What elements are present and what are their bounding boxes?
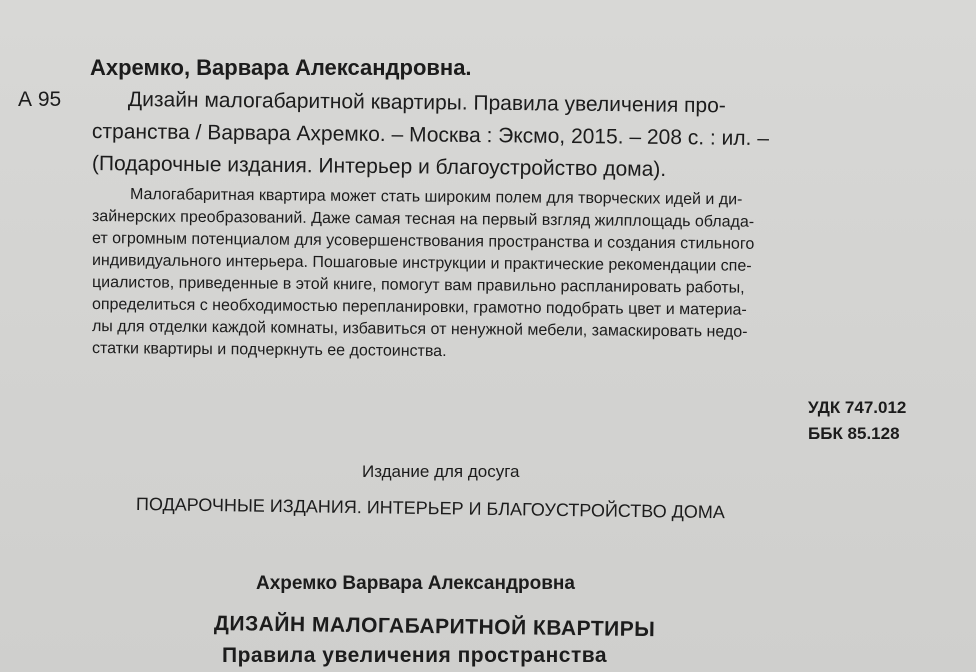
annotation-line-3: ет огромным потенциалом для усовершенствования пространства и создания стильного (91, 230, 755, 253)
author-code: А 95 (18, 88, 62, 111)
annotation-line-8: статки квартиры и подчеркнуть ее достоинства. (91, 340, 447, 361)
annotation-line-6: определиться с необходимостью перепланировки, грамотно подобрать цвет и материа- (91, 296, 747, 319)
footer-title-line-1: ДИЗАЙН МАЛОГАБАРИТНОЙ КВАРТИРЫ (213, 612, 656, 642)
footer-author: Ахремко Варвара Александровна (256, 573, 575, 594)
edition-label: Издание для досуга (362, 462, 520, 481)
annotation-line-7: лы для отделки каждой комнаты, избавиться от ненужной мебели, замаскировать недо- (91, 318, 748, 341)
annotation-line-4: индивидуального интерьера. Пошаговые инструкции и практические рекомендации спе- (91, 252, 752, 275)
bbk-code: ББК 85.128 (808, 424, 900, 443)
annotation-line-1: Малогабаритная квартира может стать широким полем для творческих идей и ди- (129, 186, 743, 209)
title-line-3: (Подарочные издания. Интерьер и благоустройство дома). (91, 152, 667, 182)
annotation-line-5: циалистов, приведенные в этой книге, помогут вам правильно распланировать работы, (91, 274, 745, 297)
series-title: ПОДАРОЧНЫЕ ИЗДАНИЯ. ИНТЕРЬЕР И БЛАГОУСТРОЙСТВО ДОМА (135, 494, 725, 523)
title-line-2: странства / Варвара Ахремко. – Москва : Эксмо, 2015. – 208 с. : ил. – (91, 120, 770, 151)
title-line-1: Дизайн малогабаритной квартиры. Правила увеличения про- (127, 88, 726, 118)
annotation-line-2: зайнерских преобразований. Даже самая тесная на первый взгляд жилплощадь облада- (91, 208, 755, 231)
footer-title-line-2: Правила увеличения пространства (222, 644, 608, 667)
author-heading: Ахремко, Варвара Александровна. (90, 55, 472, 80)
udc-code: УДК 747.012 (808, 398, 907, 417)
